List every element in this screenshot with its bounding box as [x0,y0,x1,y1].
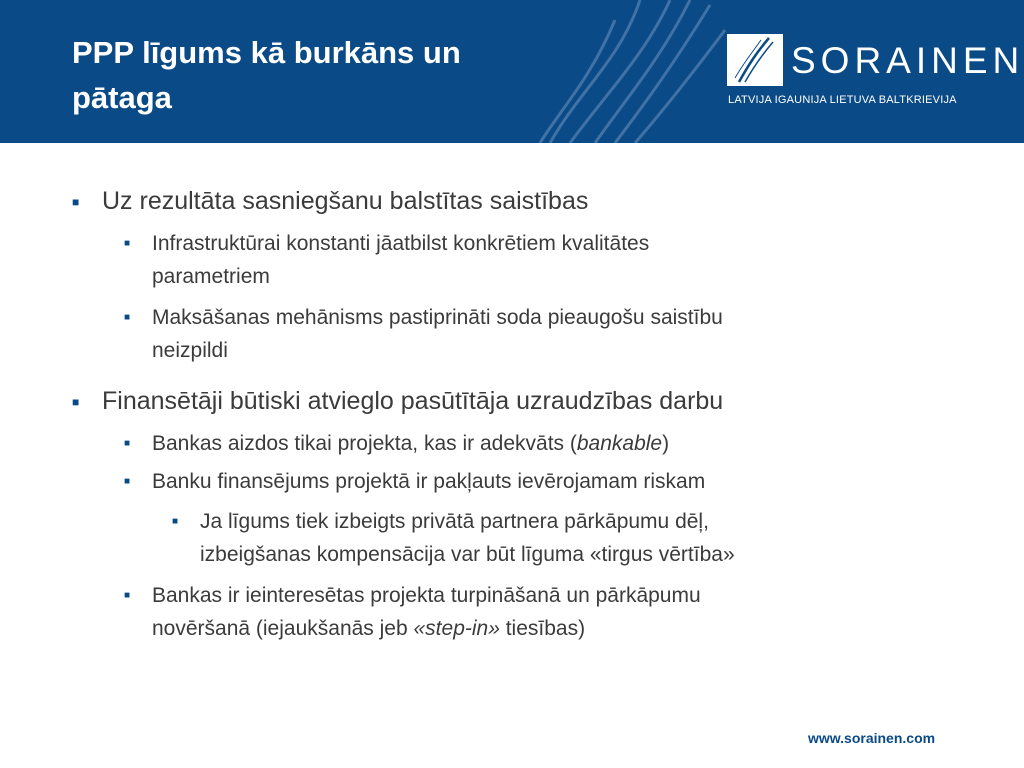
bullet-text-line-2: neizpildi [152,339,228,362]
bullet-text-pre: Bankas aizdos tikai projekta, kas ir adekvāts ( [152,432,577,455]
bullet-level2-payment [124,301,972,367]
bullet-text-post: ) [662,432,670,455]
bullet-level3-termination [172,505,980,571]
slide-title [72,30,532,120]
bullet-text-line-1: Ja līgums tiek izbeigts privātā partnera pārkāpumu dēļ, [200,510,709,533]
logo-countries-tagline: LATVIJA IGAUNIJA LIETUVA BALTKRIEVIJA [728,94,957,106]
square-bullet-icon: ■ [124,476,131,487]
bullet-text-line-2: izbeigšanas kompensācija var būt līguma «tirgus vērtība» [200,543,735,566]
bullet-level2-risk [124,465,972,498]
bullet-text-line-2: parametriem [152,265,270,288]
bullet-level2-bankable [124,427,972,460]
bullet-text-line-1: Maksāšanas mehānisms pastiprināti soda pieaugošu saistību [152,306,723,329]
footer-website-link[interactable]: www.sorainen.com [808,730,936,746]
bullet-text: Uz rezultāta sasniegšanu balstītas saistības [102,187,589,215]
bullet-level1-results [72,186,982,216]
bullet-level2-quality [124,227,972,293]
slide-title-line-2: pātaga [72,80,172,115]
bullet-text-line-2 [152,612,972,645]
square-bullet-icon: ■ [124,438,131,449]
bullet-text-line-1: Bankas ir ieinteresētas projekta turpināšanā un pārkāpumu [152,584,701,607]
bullet-level1-financiers [72,386,982,416]
bullet-text-line-1: Infrastruktūrai konstanti jāatbilst konkrētiem kvalitātes [152,232,650,255]
slide-header [0,0,1024,143]
square-bullet-icon: ■ [72,395,80,409]
sorainen-logo-icon [727,34,783,86]
bullet-text-pre: novēršanā (iejaukšanās jeb [152,617,414,640]
bullet-text: Banku finansējums projektā ir pakļauts ievērojamam riskam [152,470,706,493]
bullet-text-italic: bankable [576,432,663,455]
bullet-level2-step-in [124,579,972,645]
bullet-text-post: tiesības) [499,617,586,640]
bullet-text-italic: «step-in» [413,617,500,640]
slide-title-line-1: PPP līgums kā burkāns un [72,35,461,70]
square-bullet-icon: ■ [72,195,80,209]
square-bullet-icon: ■ [124,238,131,249]
square-bullet-icon: ■ [124,312,131,323]
logo-wordmark: SORAINEN [791,40,1024,81]
square-bullet-icon: ■ [124,590,131,601]
square-bullet-icon: ■ [172,516,179,527]
bullet-text: Finansētāji būtiski atvieglo pasūtītāja uzraudzības darbu [102,387,724,415]
decorative-swirl-graphic [520,0,740,143]
